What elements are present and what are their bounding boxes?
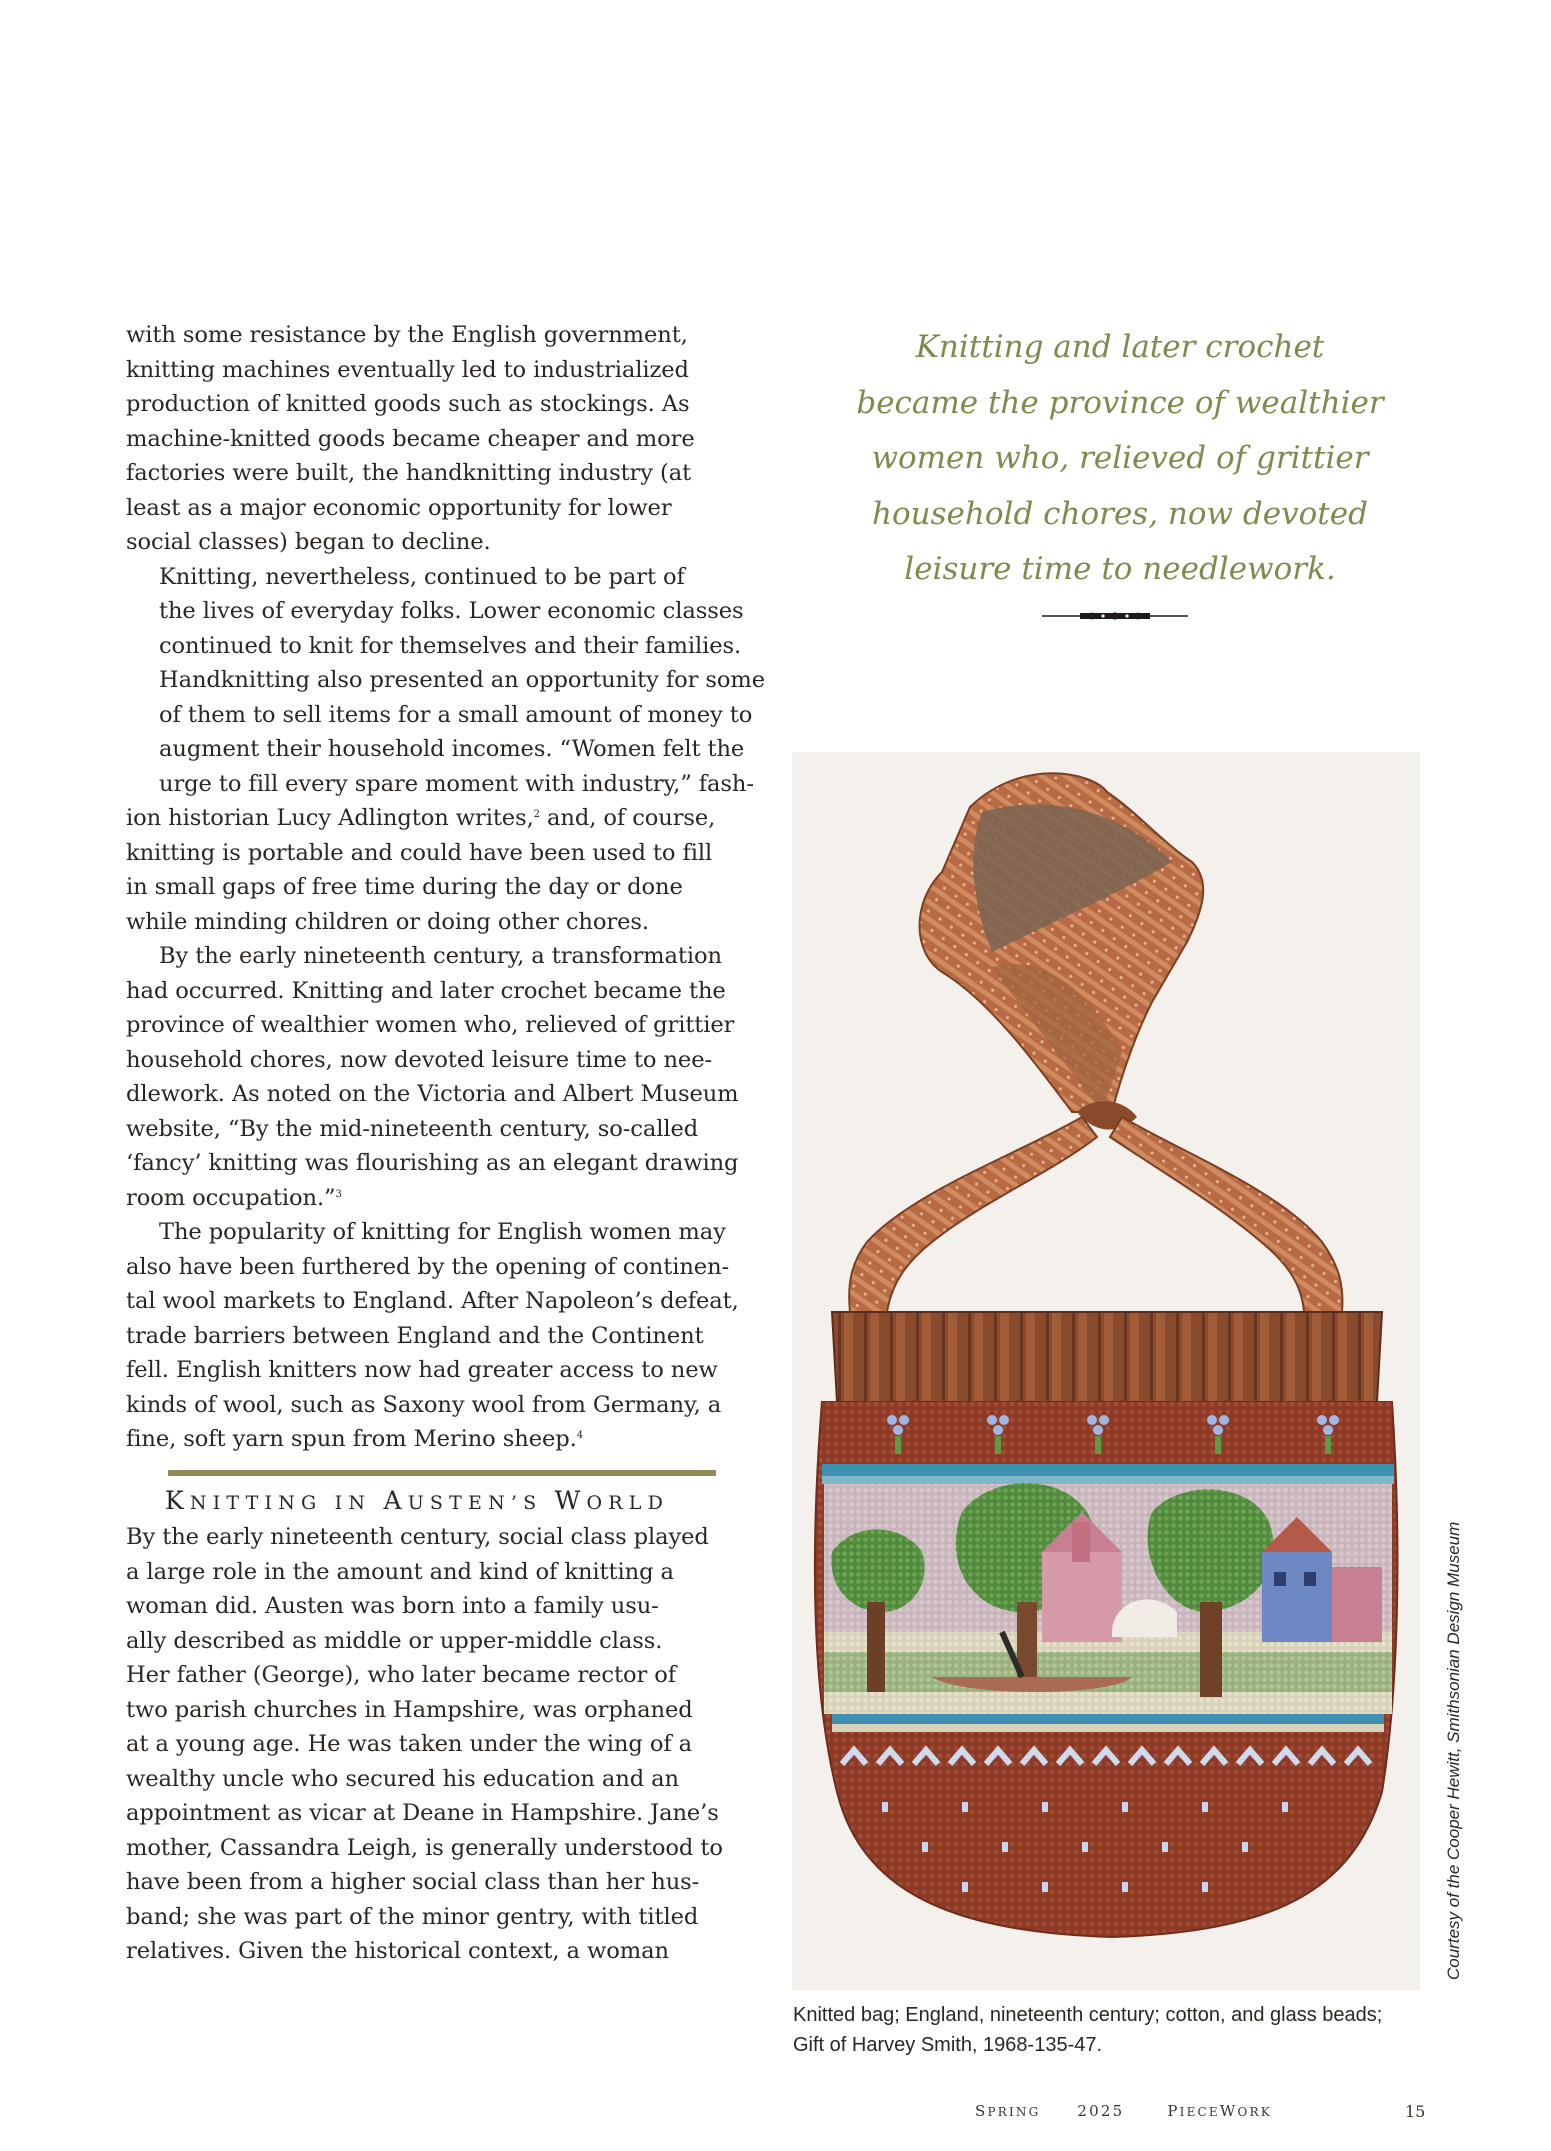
text-line: wealthy uncle who secured his education and an — [126, 1765, 679, 1792]
text-line: ‘fancy’ knitting was flourishing as an elegant drawing — [126, 1150, 739, 1176]
text-line: fell. English knitters now had greater access to new — [126, 1357, 718, 1383]
page-number: 15 — [1405, 2102, 1426, 2121]
text-line: dlework. As noted on the Victoria and Albert Museum — [126, 1081, 739, 1107]
heading-initial: K — [165, 1486, 190, 1515]
text-line: mother, Cassandra Leigh, is generally understood to — [126, 1834, 723, 1861]
footer-season — [975, 2102, 1040, 2120]
footer-magazine-name — [1167, 2102, 1272, 2120]
text-line: also have been furthered by the opening of continen- — [126, 1253, 730, 1280]
text-line: urge to fill every spare moment with industry,” fash- — [159, 770, 754, 797]
footer-small-caps: IECE — [1179, 2105, 1220, 2119]
caption-line: Gift of Harvey Smith, 1968-135-47. — [793, 2034, 1103, 2056]
text-line: By the early nineteenth century, social class played — [126, 1524, 709, 1550]
text-fragment: room occupation.” — [126, 1184, 336, 1211]
text-line: have been from a higher social class than her hus- — [126, 1869, 700, 1895]
text-line — [126, 1422, 756, 1457]
text-line: ally described as middle or upper-middle class. — [126, 1627, 663, 1654]
bag-photograph — [792, 752, 1420, 1990]
footer-small-caps: ORK — [1237, 2105, 1272, 2119]
footer-small-caps: PRING — [987, 2105, 1041, 2119]
text-line: knitting machines eventually led to industrialized — [126, 356, 689, 383]
text-line: in small gaps of free time during the day or done — [126, 874, 683, 900]
body-paragraph-4 — [126, 1215, 756, 1457]
text-line: while minding children or doing other chores. — [126, 908, 649, 935]
text-line: tal wool markets to England. After Napoleon’s defeat, — [126, 1288, 739, 1314]
heading-fragment: NITTING IN — [189, 1492, 384, 1514]
text-line: a large role in the amount and kind of knitting a — [126, 1558, 674, 1585]
text-line: Handknitting also presented an opportunity for some — [159, 667, 765, 693]
text-line: Her father (George), who later became rector of — [126, 1662, 677, 1688]
text-line: relatives. Given the historical context, a woman — [126, 1938, 669, 1964]
heading-initial: A — [383, 1486, 408, 1515]
section-divider-rule — [168, 1470, 716, 1476]
text-line: continued to knit for themselves and their families. — [159, 632, 742, 659]
footer-initial: W — [1219, 2102, 1238, 2120]
text-fragment: fine, soft yarn spun from Merino sheep. — [126, 1426, 577, 1452]
pull-quote — [790, 320, 1450, 598]
footer-year: 2025 — [1077, 2102, 1125, 2120]
caption-line: Knitted bag; England, nineteenth century; cotton, and glass beads; — [793, 2004, 1383, 2026]
text-line: By the early nineteenth century, a transformation — [159, 943, 722, 969]
pull-quote-line: leisure time to needlework. — [904, 551, 1336, 587]
text-line: website, “By the mid-nineteenth century, so-called — [126, 1115, 699, 1142]
text-line: had occurred. Knitting and later crochet became the — [126, 977, 726, 1004]
text-line — [126, 1181, 756, 1216]
section-body-column — [126, 1520, 756, 1969]
body-paragraph-2 — [126, 560, 765, 940]
text-line: knitting is portable and could have been used to fill — [126, 839, 713, 866]
running-footer — [975, 2102, 1272, 2120]
photo-credit: Courtesy of the Cooper Hewitt, Smithsonian Design Museum — [1444, 1521, 1463, 1980]
text-line: trade barriers between England and the Continent — [126, 1322, 704, 1349]
text-line: kinds of wool, such as Saxony wool from Germany, a — [126, 1391, 722, 1418]
text-line: two parish churches in Hampshire, was orphaned — [126, 1696, 693, 1723]
text-line: Knitting, nevertheless, continued to be part of — [159, 563, 685, 590]
footnote-mark: 2 — [533, 809, 540, 820]
body-paragraph-3 — [126, 939, 756, 1215]
heading-fragment: ORLD — [586, 1492, 670, 1514]
pull-quote-line: women who, relieved of grittier — [871, 440, 1369, 476]
section-paragraph — [126, 1520, 756, 1969]
text-line — [126, 801, 756, 836]
text-line: woman did. Austen was born into a family usu- — [126, 1593, 659, 1619]
photo-caption — [793, 2000, 1433, 2060]
text-line: factories were built, the handknitting industry (at — [126, 460, 692, 486]
text-line: augment their household incomes. “Women felt the — [159, 736, 745, 762]
text-fragment: and, of course, — [539, 805, 716, 831]
heading-initial: W — [554, 1486, 587, 1515]
ornament-divider-icon — [1040, 608, 1190, 624]
pull-quote-line: became the province of wealthier — [856, 384, 1384, 421]
text-line: least as a major economic opportunity for lower — [126, 494, 672, 521]
section-heading — [165, 1486, 669, 1515]
footer-initial: S — [975, 2102, 988, 2120]
article-body-column — [126, 318, 765, 1457]
footer-initial: P — [1167, 2102, 1180, 2120]
body-paragraph-1 — [126, 318, 756, 560]
text-line: The popularity of knitting for English women may — [159, 1219, 726, 1245]
text-line: at a young age. He was taken under the wing of a — [126, 1731, 693, 1757]
text-line: appointment as vicar at Deane in Hampshire. Jane’s — [126, 1800, 719, 1826]
text-line: band; she was part of the minor gentry, with titled — [126, 1903, 699, 1930]
text-line: province of wealthier women who, relieved of grittier — [126, 1012, 735, 1038]
text-line: machine-knitted goods became cheaper and more — [126, 425, 695, 452]
pull-quote-line: Knitting and later crochet — [915, 329, 1325, 365]
text-line: social classes) began to decline. — [126, 529, 491, 555]
footnote-mark: 3 — [335, 1188, 342, 1200]
text-line: household chores, now devoted leisure time to nee- — [126, 1046, 713, 1073]
text-line: the lives of everyday folks. Lower economic classes — [159, 598, 744, 624]
text-fragment: ion historian Lucy Adlington writes, — [126, 805, 534, 831]
text-line: of them to sell items for a small amount of money to — [159, 701, 753, 728]
text-line: production of knitted goods such as stockings. As — [126, 391, 690, 417]
heading-fragment: USTEN’S — [407, 1492, 555, 1514]
text-line: with some resistance by the English government, — [126, 322, 688, 348]
footnote-mark: 4 — [576, 1430, 583, 1441]
knitted-bag-illustration — [792, 752, 1420, 1990]
pull-quote-line: household chores, now devoted — [872, 495, 1368, 532]
